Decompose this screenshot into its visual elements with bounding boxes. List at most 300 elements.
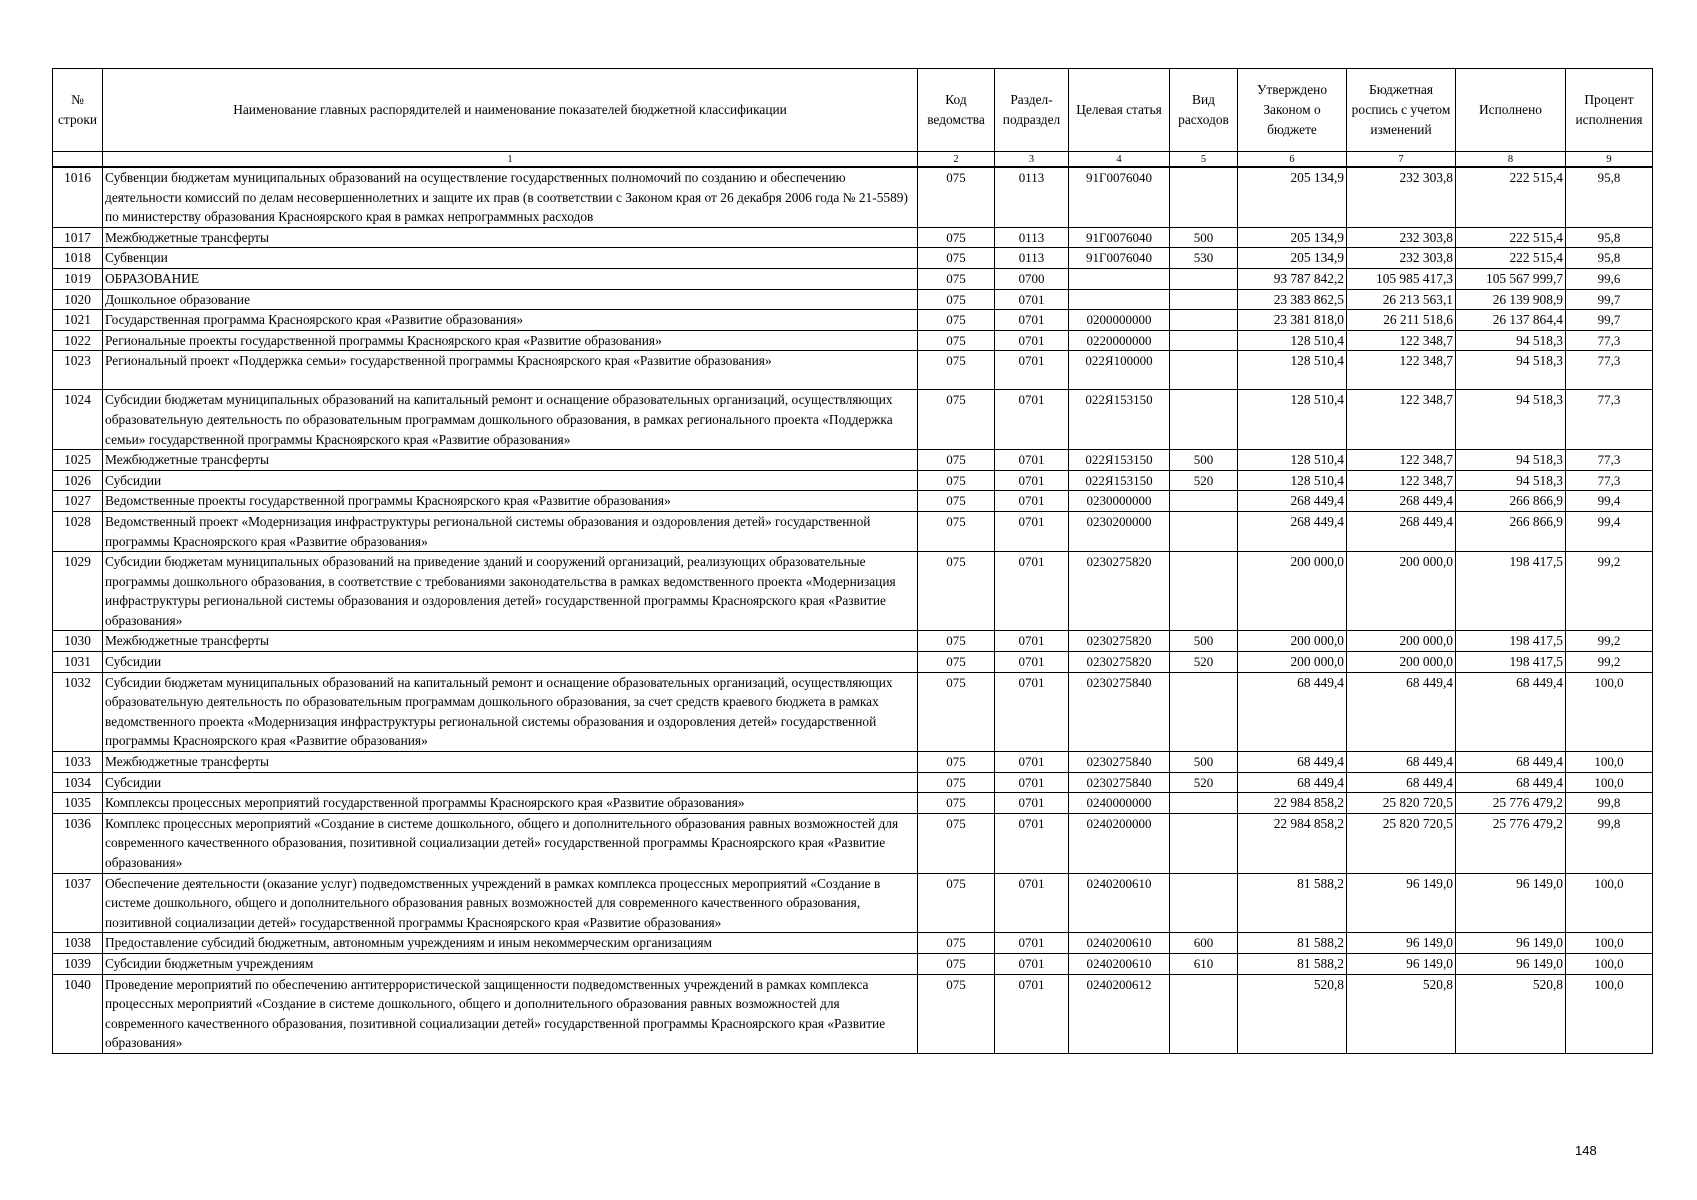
budget-list-cell: 232 303,8 — [1347, 227, 1456, 248]
department-code-cell: 075 — [918, 390, 995, 450]
department-code-cell: 075 — [918, 793, 995, 814]
percent-cell: 77,3 — [1566, 450, 1653, 471]
approved-cell: 22 984 858,2 — [1238, 793, 1347, 814]
row-name-cell: Субсидии бюджетным учреждениям — [103, 953, 918, 974]
row-name-cell: Субсидии — [103, 470, 918, 491]
row-number-cell: 1020 — [53, 289, 103, 310]
column-number: 9 — [1566, 152, 1653, 168]
budget-list-cell: 268 449,4 — [1347, 511, 1456, 551]
section-cell: 0701 — [995, 772, 1069, 793]
row-number-cell: 1037 — [53, 873, 103, 933]
row-number-cell: 1031 — [53, 652, 103, 673]
target-article-cell: 0230275840 — [1069, 672, 1170, 751]
expense-type-cell — [1170, 813, 1238, 873]
row-name-cell: Ведомственные проекты государственной программы Красноярского края «Развитие образования» — [103, 491, 918, 512]
budget-list-cell: 68 449,4 — [1347, 672, 1456, 751]
department-code-cell: 075 — [918, 672, 995, 751]
expense-type-cell: 530 — [1170, 248, 1238, 269]
executed-cell: 520,8 — [1456, 974, 1566, 1053]
percent-cell: 99,4 — [1566, 511, 1653, 551]
percent-cell: 77,3 — [1566, 351, 1653, 390]
target-article-cell: 0200000000 — [1069, 310, 1170, 331]
executed-cell: 25 776 479,2 — [1456, 793, 1566, 814]
expense-type-cell — [1170, 793, 1238, 814]
section-cell: 0701 — [995, 390, 1069, 450]
column-number: 7 — [1347, 152, 1456, 168]
budget-list-cell: 25 820 720,5 — [1347, 793, 1456, 814]
row-name-cell: Ведомственный проект «Модернизация инфраструктуры региональной системы образования и оздоровления детей» государственной программы Красноярского края «Развитие образования» — [103, 511, 918, 551]
header-row-number: № строки — [53, 69, 103, 152]
expense-type-cell: 600 — [1170, 933, 1238, 954]
column-number: 5 — [1170, 152, 1238, 168]
table-row — [53, 248, 1653, 269]
section-cell: 0701 — [995, 330, 1069, 351]
table-row — [53, 772, 1653, 793]
executed-cell: 105 567 999,7 — [1456, 268, 1566, 289]
target-article-cell: 022Я153150 — [1069, 470, 1170, 491]
column-number: 4 — [1069, 152, 1170, 168]
department-code-cell: 075 — [918, 167, 995, 227]
percent-cell: 99,8 — [1566, 813, 1653, 873]
row-number-cell: 1033 — [53, 752, 103, 773]
executed-cell: 94 518,3 — [1456, 330, 1566, 351]
target-article-cell: 91Г0076040 — [1069, 227, 1170, 248]
budget-list-cell: 232 303,8 — [1347, 248, 1456, 269]
executed-cell: 94 518,3 — [1456, 351, 1566, 390]
row-number-cell: 1035 — [53, 793, 103, 814]
budget-list-cell: 68 449,4 — [1347, 752, 1456, 773]
executed-cell: 94 518,3 — [1456, 470, 1566, 491]
approved-cell: 81 588,2 — [1238, 953, 1347, 974]
percent-cell: 95,8 — [1566, 248, 1653, 269]
column-number: 1 — [103, 152, 918, 168]
table-row — [53, 351, 1653, 390]
target-article-cell: 022Я153150 — [1069, 450, 1170, 471]
executed-cell: 94 518,3 — [1456, 450, 1566, 471]
row-name-cell: Государственная программа Красноярского края «Развитие образования» — [103, 310, 918, 331]
percent-cell: 99,2 — [1566, 631, 1653, 652]
row-number-cell: 1019 — [53, 268, 103, 289]
budget-list-cell: 68 449,4 — [1347, 772, 1456, 793]
table-row — [53, 933, 1653, 954]
expense-type-cell — [1170, 330, 1238, 351]
department-code-cell: 075 — [918, 289, 995, 310]
executed-cell: 266 866,9 — [1456, 491, 1566, 512]
row-name-cell: Субвенции бюджетам муниципальных образований на осуществление государственных полномочий по созданию и обеспечению деятельности комиссий по делам несовершеннолетних и защите их прав (в соответствии с Законом края от 26 декабря 2006 года № 21-5589) по министерству образования Красноярского края в рамках непрограммных расходов — [103, 167, 918, 227]
column-number-blank — [53, 152, 103, 168]
section-cell: 0701 — [995, 491, 1069, 512]
section-cell: 0701 — [995, 813, 1069, 873]
expense-type-cell: 500 — [1170, 227, 1238, 248]
expense-type-cell — [1170, 491, 1238, 512]
section-cell: 0701 — [995, 351, 1069, 390]
table-row — [53, 873, 1653, 933]
approved-cell: 128 510,4 — [1238, 470, 1347, 491]
target-article-cell — [1069, 289, 1170, 310]
section-cell: 0113 — [995, 248, 1069, 269]
expense-type-cell — [1170, 167, 1238, 227]
executed-cell: 198 417,5 — [1456, 631, 1566, 652]
section-cell: 0701 — [995, 652, 1069, 673]
section-cell: 0701 — [995, 672, 1069, 751]
approved-cell: 68 449,4 — [1238, 752, 1347, 773]
percent-cell: 77,3 — [1566, 390, 1653, 450]
department-code-cell: 075 — [918, 873, 995, 933]
row-number-cell: 1025 — [53, 450, 103, 471]
row-name-cell: Комплекс процессных мероприятий «Создание в системе дошкольного, общего и дополнительного образования равных возможностей для современного качественного образования, позитивной социализации детей» государственной программы Красноярского края «Развитие образования» — [103, 813, 918, 873]
approved-cell: 268 449,4 — [1238, 511, 1347, 551]
section-cell: 0701 — [995, 552, 1069, 631]
table-row — [53, 652, 1653, 673]
executed-cell: 266 866,9 — [1456, 511, 1566, 551]
table-body — [53, 167, 1653, 1053]
expense-type-cell: 500 — [1170, 752, 1238, 773]
budget-list-cell: 96 149,0 — [1347, 933, 1456, 954]
header-name: Наименование главных распорядителей и наименование показателей бюджетной классификации — [103, 69, 918, 152]
header-section: Раздел-подраздел — [995, 69, 1069, 152]
budget-list-cell: 520,8 — [1347, 974, 1456, 1053]
percent-cell: 100,0 — [1566, 772, 1653, 793]
executed-cell: 68 449,4 — [1456, 752, 1566, 773]
table-row — [53, 227, 1653, 248]
budget-list-cell: 200 000,0 — [1347, 652, 1456, 673]
executed-cell: 25 776 479,2 — [1456, 813, 1566, 873]
header-expense-type: Вид расходов — [1170, 69, 1238, 152]
executed-cell: 222 515,4 — [1456, 167, 1566, 227]
budget-list-cell: 200 000,0 — [1347, 631, 1456, 652]
percent-cell: 100,0 — [1566, 953, 1653, 974]
row-name-cell: Межбюджетные трансферты — [103, 752, 918, 773]
table-row — [53, 167, 1653, 227]
target-article-cell: 0240000000 — [1069, 793, 1170, 814]
approved-cell: 128 510,4 — [1238, 351, 1347, 390]
expense-type-cell: 610 — [1170, 953, 1238, 974]
section-cell: 0701 — [995, 752, 1069, 773]
expense-type-cell — [1170, 268, 1238, 289]
department-code-cell: 075 — [918, 227, 995, 248]
expense-type-cell: 520 — [1170, 652, 1238, 673]
budget-list-cell: 122 348,7 — [1347, 390, 1456, 450]
column-number: 8 — [1456, 152, 1566, 168]
budget-list-cell: 200 000,0 — [1347, 552, 1456, 631]
section-cell: 0700 — [995, 268, 1069, 289]
expense-type-cell — [1170, 552, 1238, 631]
table-row — [53, 310, 1653, 331]
header-target-article: Целевая статья — [1069, 69, 1170, 152]
percent-cell: 99,4 — [1566, 491, 1653, 512]
target-article-cell: 0240200000 — [1069, 813, 1170, 873]
expense-type-cell — [1170, 310, 1238, 331]
column-number: 2 — [918, 152, 995, 168]
department-code-cell: 075 — [918, 631, 995, 652]
expense-type-cell: 500 — [1170, 450, 1238, 471]
department-code-cell: 075 — [918, 268, 995, 289]
row-name-cell: Проведение мероприятий по обеспечению антитеррористической защищенности подведомственных учреждений в рамках комплекса процессных мероприятий «Создание в системе дошкольного, общего и дополнительного образования равных возможностей для современного качественного образования, позитивной социализации детей» государственной программы Красноярского края «Развитие образования» — [103, 974, 918, 1053]
approved-cell: 23 383 862,5 — [1238, 289, 1347, 310]
budget-list-cell: 122 348,7 — [1347, 450, 1456, 471]
section-cell: 0701 — [995, 450, 1069, 471]
approved-cell: 268 449,4 — [1238, 491, 1347, 512]
expense-type-cell: 500 — [1170, 631, 1238, 652]
approved-cell: 520,8 — [1238, 974, 1347, 1053]
department-code-cell: 075 — [918, 248, 995, 269]
table-row — [53, 491, 1653, 512]
approved-cell: 81 588,2 — [1238, 873, 1347, 933]
approved-cell: 205 134,9 — [1238, 227, 1347, 248]
row-number-cell: 1016 — [53, 167, 103, 227]
executed-cell: 198 417,5 — [1456, 552, 1566, 631]
approved-cell: 200 000,0 — [1238, 552, 1347, 631]
row-number-cell: 1026 — [53, 470, 103, 491]
section-cell: 0113 — [995, 227, 1069, 248]
target-article-cell: 0230275840 — [1069, 752, 1170, 773]
approved-cell: 200 000,0 — [1238, 631, 1347, 652]
section-cell: 0701 — [995, 974, 1069, 1053]
target-article-cell: 022Я153150 — [1069, 390, 1170, 450]
row-number-cell: 1030 — [53, 631, 103, 652]
table-row — [53, 511, 1653, 551]
table-row — [53, 752, 1653, 773]
table-row — [53, 289, 1653, 310]
expense-type-cell — [1170, 672, 1238, 751]
percent-cell: 99,6 — [1566, 268, 1653, 289]
approved-cell: 205 134,9 — [1238, 248, 1347, 269]
percent-cell: 99,2 — [1566, 652, 1653, 673]
row-name-cell: Обеспечение деятельности (оказание услуг) подведомственных учреждений в рамках комплекса процессных мероприятий «Создание в системе дошкольного, общего и дополнительного образования равных возможностей для современного качественного образования, позитивной социализации детей» государственной программы Красноярского края «Развитие образования» — [103, 873, 918, 933]
percent-cell: 99,8 — [1566, 793, 1653, 814]
row-number-cell: 1032 — [53, 672, 103, 751]
department-code-cell: 075 — [918, 772, 995, 793]
expense-type-cell — [1170, 390, 1238, 450]
percent-cell: 100,0 — [1566, 752, 1653, 773]
target-article-cell: 91Г0076040 — [1069, 167, 1170, 227]
row-name-cell: ОБРАЗОВАНИЕ — [103, 268, 918, 289]
table-row — [53, 631, 1653, 652]
percent-cell: 77,3 — [1566, 330, 1653, 351]
target-article-cell: 0230200000 — [1069, 511, 1170, 551]
table-row — [53, 813, 1653, 873]
target-article-cell: 0230000000 — [1069, 491, 1170, 512]
row-name-cell: Региональный проект «Поддержка семьи» государственной программы Красноярского края «Развитие образования» — [103, 351, 918, 390]
percent-cell: 100,0 — [1566, 672, 1653, 751]
approved-cell: 128 510,4 — [1238, 330, 1347, 351]
table-row — [53, 672, 1653, 751]
expense-type-cell: 520 — [1170, 470, 1238, 491]
row-number-cell: 1029 — [53, 552, 103, 631]
section-cell: 0701 — [995, 953, 1069, 974]
row-name-cell: Субсидии бюджетам муниципальных образований на капитальный ремонт и оснащение образовательных организаций, осуществляющих образовательную деятельность по образовательным программам дошкольного образования, за счет средств краевого бюджета в рамках ведомственного проекта «Модернизация инфраструктуры региональной системы образования и оздоровления детей» государственной программы Красноярского края «Развитие образования» — [103, 672, 918, 751]
target-article-cell: 0230275820 — [1069, 652, 1170, 673]
section-cell: 0701 — [995, 310, 1069, 331]
approved-cell: 128 510,4 — [1238, 390, 1347, 450]
header-budget-list: Бюджетная роспись с учетом изменений — [1347, 69, 1456, 152]
row-name-cell: Дошкольное образование — [103, 289, 918, 310]
row-number-cell: 1038 — [53, 933, 103, 954]
budget-list-cell: 26 211 518,6 — [1347, 310, 1456, 331]
column-number: 3 — [995, 152, 1069, 168]
approved-cell: 128 510,4 — [1238, 450, 1347, 471]
percent-cell: 95,8 — [1566, 167, 1653, 227]
row-number-cell: 1028 — [53, 511, 103, 551]
table-row — [53, 268, 1653, 289]
approved-cell: 68 449,4 — [1238, 672, 1347, 751]
approved-cell: 22 984 858,2 — [1238, 813, 1347, 873]
expense-type-cell — [1170, 351, 1238, 390]
executed-cell: 222 515,4 — [1456, 227, 1566, 248]
budget-list-cell: 122 348,7 — [1347, 330, 1456, 351]
header-executed: Исполнено — [1456, 69, 1566, 152]
budget-list-cell: 122 348,7 — [1347, 351, 1456, 390]
department-code-cell: 075 — [918, 491, 995, 512]
budget-table-sheet — [52, 68, 1652, 1054]
row-number-cell: 1024 — [53, 390, 103, 450]
department-code-cell: 075 — [918, 330, 995, 351]
percent-cell: 100,0 — [1566, 974, 1653, 1053]
executed-cell: 26 139 908,9 — [1456, 289, 1566, 310]
section-cell: 0701 — [995, 289, 1069, 310]
percent-cell: 77,3 — [1566, 470, 1653, 491]
table-row — [53, 470, 1653, 491]
expense-type-cell — [1170, 974, 1238, 1053]
row-name-cell: Комплексы процессных мероприятий государственной программы Красноярского края «Развитие образования» — [103, 793, 918, 814]
section-cell: 0701 — [995, 470, 1069, 491]
target-article-cell: 0230275840 — [1069, 772, 1170, 793]
executed-cell: 222 515,4 — [1456, 248, 1566, 269]
row-name-cell: Субсидии бюджетам муниципальных образований на приведение зданий и сооружений организаций, реализующих образовательные программы дошкольного образования, в соответствие с требованиями законодательства в рамках ведомственного проекта «Модернизация инфраструктуры региональной системы образования и оздоровления детей» государственной программы Красноярского края «Развитие образования» — [103, 552, 918, 631]
row-number-cell: 1027 — [53, 491, 103, 512]
expense-type-cell — [1170, 873, 1238, 933]
row-name-cell: Субвенции — [103, 248, 918, 269]
budget-list-cell: 26 213 563,1 — [1347, 289, 1456, 310]
section-cell: 0113 — [995, 167, 1069, 227]
executed-cell: 26 137 864,4 — [1456, 310, 1566, 331]
budget-list-cell: 232 303,8 — [1347, 167, 1456, 227]
budget-execution-table — [52, 68, 1653, 1054]
executed-cell: 198 417,5 — [1456, 652, 1566, 673]
department-code-cell: 075 — [918, 933, 995, 954]
department-code-cell: 075 — [918, 953, 995, 974]
row-number-cell: 1018 — [53, 248, 103, 269]
department-code-cell: 075 — [918, 351, 995, 390]
target-article-cell — [1069, 268, 1170, 289]
row-name-cell: Межбюджетные трансферты — [103, 227, 918, 248]
header-row — [53, 69, 1653, 152]
budget-list-cell: 96 149,0 — [1347, 873, 1456, 933]
header-percent: Процент исполнения — [1566, 69, 1653, 152]
percent-cell: 100,0 — [1566, 873, 1653, 933]
target-article-cell: 0240200612 — [1069, 974, 1170, 1053]
table-row — [53, 793, 1653, 814]
table-row — [53, 330, 1653, 351]
executed-cell: 68 449,4 — [1456, 672, 1566, 751]
expense-type-cell — [1170, 289, 1238, 310]
section-cell: 0701 — [995, 793, 1069, 814]
page-number: 148 — [1575, 1143, 1597, 1158]
executed-cell: 94 518,3 — [1456, 390, 1566, 450]
expense-type-cell — [1170, 511, 1238, 551]
percent-cell: 99,7 — [1566, 310, 1653, 331]
approved-cell: 93 787 842,2 — [1238, 268, 1347, 289]
row-number-cell: 1034 — [53, 772, 103, 793]
row-number-cell: 1039 — [53, 953, 103, 974]
header-department-code: Код ведомства — [918, 69, 995, 152]
department-code-cell: 075 — [918, 813, 995, 873]
target-article-cell: 0240200610 — [1069, 953, 1170, 974]
target-article-cell: 0230275820 — [1069, 552, 1170, 631]
department-code-cell: 075 — [918, 974, 995, 1053]
department-code-cell: 075 — [918, 511, 995, 551]
section-cell: 0701 — [995, 511, 1069, 551]
executed-cell: 96 149,0 — [1456, 953, 1566, 974]
target-article-cell: 91Г0076040 — [1069, 248, 1170, 269]
row-name-cell: Межбюджетные трансферты — [103, 631, 918, 652]
row-name-cell: Субсидии — [103, 772, 918, 793]
department-code-cell: 075 — [918, 470, 995, 491]
executed-cell: 96 149,0 — [1456, 933, 1566, 954]
approved-cell: 200 000,0 — [1238, 652, 1347, 673]
section-cell: 0701 — [995, 631, 1069, 652]
section-cell: 0701 — [995, 933, 1069, 954]
target-article-cell: 0230275820 — [1069, 631, 1170, 652]
department-code-cell: 075 — [918, 752, 995, 773]
percent-cell: 100,0 — [1566, 933, 1653, 954]
department-code-cell: 075 — [918, 310, 995, 331]
department-code-cell: 075 — [918, 552, 995, 631]
percent-cell: 99,2 — [1566, 552, 1653, 631]
table-row — [53, 552, 1653, 631]
table-row — [53, 450, 1653, 471]
target-article-cell: 022Я100000 — [1069, 351, 1170, 390]
table-row — [53, 953, 1653, 974]
target-article-cell: 0220000000 — [1069, 330, 1170, 351]
percent-cell: 99,7 — [1566, 289, 1653, 310]
budget-list-cell: 122 348,7 — [1347, 470, 1456, 491]
approved-cell: 23 381 818,0 — [1238, 310, 1347, 331]
percent-cell: 95,8 — [1566, 227, 1653, 248]
table-row — [53, 390, 1653, 450]
approved-cell: 205 134,9 — [1238, 167, 1347, 227]
executed-cell: 96 149,0 — [1456, 873, 1566, 933]
row-number-cell: 1021 — [53, 310, 103, 331]
row-number-cell: 1040 — [53, 974, 103, 1053]
header-approved: Утверждено Законом о бюджете — [1238, 69, 1347, 152]
row-name-cell: Предоставление субсидий бюджетным, автономным учреждениям и иным некоммерческим организациям — [103, 933, 918, 954]
row-name-cell: Субсидии — [103, 652, 918, 673]
budget-list-cell: 25 820 720,5 — [1347, 813, 1456, 873]
row-name-cell: Межбюджетные трансферты — [103, 450, 918, 471]
approved-cell: 81 588,2 — [1238, 933, 1347, 954]
row-name-cell: Субсидии бюджетам муниципальных образований на капитальный ремонт и оснащение образовательных организаций, осуществляющих образовательную деятельность по образовательным программам дошкольного образования, в рамках регионального проекта «Поддержка семьи» государственной программы Красноярского края «Развитие образования» — [103, 390, 918, 450]
target-article-cell: 0240200610 — [1069, 933, 1170, 954]
column-numbers-row — [53, 152, 1653, 168]
approved-cell: 68 449,4 — [1238, 772, 1347, 793]
budget-list-cell: 96 149,0 — [1347, 953, 1456, 974]
column-number: 6 — [1238, 152, 1347, 168]
budget-list-cell: 105 985 417,3 — [1347, 268, 1456, 289]
section-cell: 0701 — [995, 873, 1069, 933]
table-row — [53, 974, 1653, 1053]
department-code-cell: 075 — [918, 450, 995, 471]
expense-type-cell: 520 — [1170, 772, 1238, 793]
row-number-cell: 1036 — [53, 813, 103, 873]
department-code-cell: 075 — [918, 652, 995, 673]
row-number-cell: 1022 — [53, 330, 103, 351]
executed-cell: 68 449,4 — [1456, 772, 1566, 793]
row-number-cell: 1023 — [53, 351, 103, 390]
row-name-cell: Региональные проекты государственной программы Красноярского края «Развитие образования» — [103, 330, 918, 351]
target-article-cell: 0240200610 — [1069, 873, 1170, 933]
budget-list-cell: 268 449,4 — [1347, 491, 1456, 512]
